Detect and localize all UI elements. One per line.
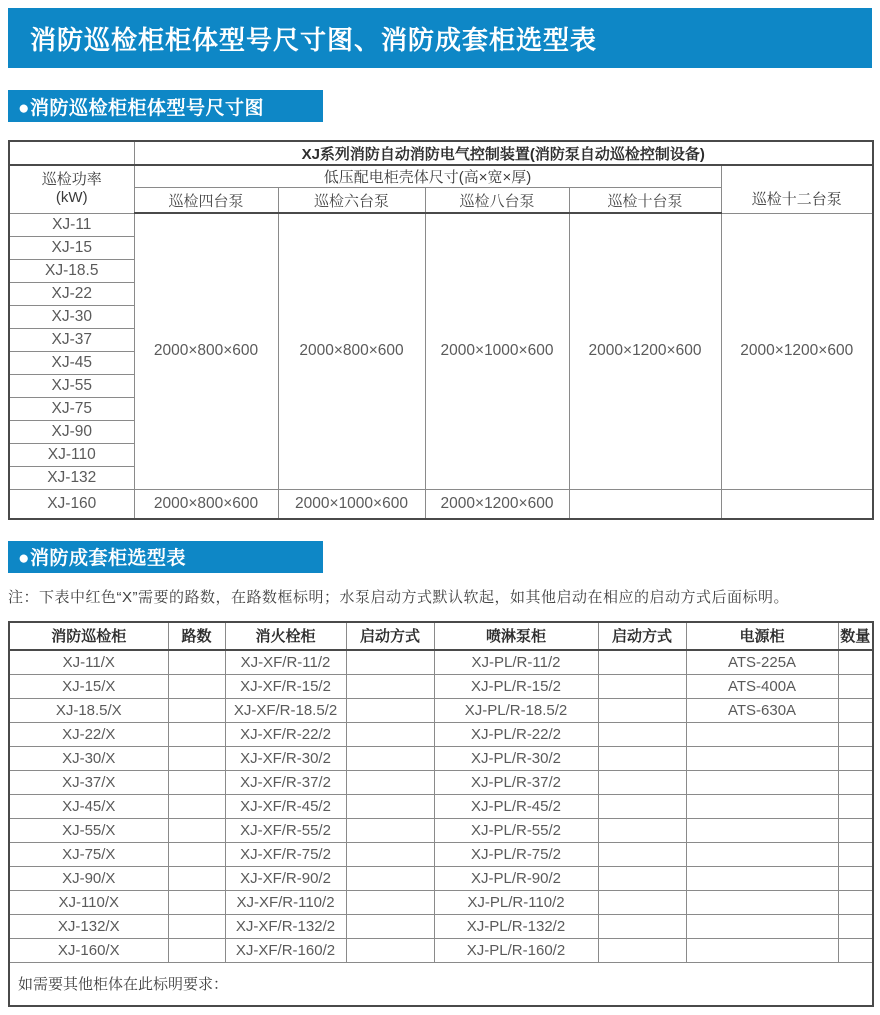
model-cell: XJ-90 (9, 420, 134, 443)
pl-cell: XJ-PL/R-132/2 (434, 914, 598, 938)
size-cell-pump10-empty (569, 489, 721, 519)
xf-cell: XJ-XF/R-45/2 (225, 794, 346, 818)
qty-cell (838, 674, 873, 698)
pump-col-header-12: 巡检十二台泵 (721, 165, 873, 213)
xj-cell: XJ-132/X (9, 914, 168, 938)
start-mode-cell (346, 746, 434, 770)
selection-row (9, 746, 873, 770)
model-cell: XJ-22 (9, 282, 134, 305)
qty-cell (838, 866, 873, 890)
start-mode-cell (598, 914, 686, 938)
xf-cell: XJ-XF/R-15/2 (225, 674, 346, 698)
selection-row (9, 914, 873, 938)
xf-cell: XJ-XF/R-22/2 (225, 722, 346, 746)
model-cell: XJ-55 (9, 374, 134, 397)
xf-cell: XJ-XF/R-37/2 (225, 770, 346, 794)
dimension-table-top-header-row (9, 141, 873, 165)
size-cell-pump6: 2000×1000×600 (278, 489, 425, 519)
qty-cell (838, 794, 873, 818)
size-cell-pump8: 2000×1200×600 (425, 489, 569, 519)
size-cell-pump4: 2000×800×600 (134, 489, 278, 519)
power-cell (686, 866, 838, 890)
col-header-sprinkler: 喷淋泵柜 (434, 622, 598, 650)
power-cell: ATS-630A (686, 698, 838, 722)
pl-cell: XJ-PL/R-45/2 (434, 794, 598, 818)
start-mode-cell (598, 746, 686, 770)
start-mode-cell (346, 818, 434, 842)
pl-cell: XJ-PL/R-110/2 (434, 890, 598, 914)
model-cell: XJ-11 (9, 213, 134, 236)
pl-cell: XJ-PL/R-55/2 (434, 818, 598, 842)
start-mode-cell (346, 914, 434, 938)
power-cell: ATS-225A (686, 650, 838, 675)
start-mode-cell (346, 890, 434, 914)
selection-row (9, 650, 873, 675)
pump-col-header-8: 巡检八台泵 (425, 188, 569, 214)
qty-cell (838, 890, 873, 914)
xf-cell: XJ-XF/R-55/2 (225, 818, 346, 842)
xj-cell: XJ-30/X (9, 746, 168, 770)
xj-cell: XJ-18.5/X (9, 698, 168, 722)
merged-size-pump8: 2000×1000×600 (425, 213, 569, 489)
lanes-cell (168, 674, 225, 698)
xf-cell: XJ-XF/R-132/2 (225, 914, 346, 938)
pl-cell: XJ-PL/R-15/2 (434, 674, 598, 698)
qty-cell (838, 722, 873, 746)
size-cell-pump12-empty (721, 489, 873, 519)
model-cell: XJ-75 (9, 397, 134, 420)
lanes-cell (168, 890, 225, 914)
merged-size-pump10: 2000×1200×600 (569, 213, 721, 489)
xf-cell: XJ-XF/R-75/2 (225, 842, 346, 866)
lanes-cell (168, 746, 225, 770)
lanes-cell (168, 914, 225, 938)
lanes-cell (168, 842, 225, 866)
lanes-cell (168, 698, 225, 722)
model-cell: XJ-18.5 (9, 259, 134, 282)
selection-row (9, 842, 873, 866)
start-mode-cell (346, 698, 434, 722)
power-cell (686, 890, 838, 914)
model-cell: XJ-45 (9, 351, 134, 374)
start-mode-cell (346, 722, 434, 746)
section2-heading-label: ●消防成套柜选型表 (18, 548, 186, 569)
col-header-start-mode-1: 启动方式 (346, 622, 434, 650)
selection-row (9, 818, 873, 842)
xf-cell: XJ-XF/R-18.5/2 (225, 698, 346, 722)
xf-cell: XJ-XF/R-11/2 (225, 650, 346, 675)
section1-heading (8, 90, 323, 122)
xj-cell: XJ-160/X (9, 938, 168, 962)
selection-row (9, 722, 873, 746)
model-row-xj160 (9, 489, 873, 519)
pl-cell: XJ-PL/R-30/2 (434, 746, 598, 770)
start-mode-cell (598, 866, 686, 890)
xj-cell: XJ-75/X (9, 842, 168, 866)
model-cell: XJ-37 (9, 328, 134, 351)
col-header-hydrant: 消火栓柜 (225, 622, 346, 650)
xf-cell: XJ-XF/R-30/2 (225, 746, 346, 770)
power-cell (686, 746, 838, 770)
qty-cell (838, 842, 873, 866)
power-cell (686, 914, 838, 938)
selection-row (9, 698, 873, 722)
pl-cell: XJ-PL/R-18.5/2 (434, 698, 598, 722)
lanes-cell (168, 794, 225, 818)
power-header-line2: (kW) (55, 189, 88, 207)
pump-col-header-4: 巡检四台泵 (134, 188, 278, 214)
col-header-lanes: 路数 (168, 622, 225, 650)
qty-cell (838, 914, 873, 938)
start-mode-cell (346, 674, 434, 698)
power-cell (686, 818, 838, 842)
other-requirements-cell: 如需要其他柜体在此标明要求： (9, 962, 873, 1006)
power-cell (686, 770, 838, 794)
selection-row (9, 890, 873, 914)
start-mode-cell (598, 674, 686, 698)
start-mode-cell (346, 650, 434, 675)
model-cell: XJ-30 (9, 305, 134, 328)
pl-cell: XJ-PL/R-22/2 (434, 722, 598, 746)
model-cell: XJ-110 (9, 443, 134, 466)
selection-table (8, 621, 874, 1007)
page-title: 消防巡检柜柜体型号尺寸图、消防成套柜选型表 (30, 24, 598, 55)
lanes-cell (168, 866, 225, 890)
lanes-cell (168, 722, 225, 746)
pl-cell: XJ-PL/R-11/2 (434, 650, 598, 675)
xj-cell: XJ-15/X (9, 674, 168, 698)
series-header-cell: XJ系列消防自动消防电气控制装置(消防泵自动巡检控制设备) (134, 141, 873, 165)
section2-heading (8, 541, 323, 573)
selection-row (9, 674, 873, 698)
power-cell (686, 842, 838, 866)
power-cell: ATS-400A (686, 674, 838, 698)
power-cell (686, 794, 838, 818)
start-mode-cell (598, 770, 686, 794)
qty-cell (838, 746, 873, 770)
pl-cell: XJ-PL/R-37/2 (434, 770, 598, 794)
qty-cell (838, 938, 873, 962)
lanes-cell (168, 938, 225, 962)
model-cell: XJ-15 (9, 236, 134, 259)
power-cell (686, 722, 838, 746)
col-header-xj-cabinet: 消防巡检柜 (9, 622, 168, 650)
dimension-table (8, 140, 874, 520)
xj-cell: XJ-55/X (9, 818, 168, 842)
qty-cell (838, 698, 873, 722)
xf-cell: XJ-XF/R-90/2 (225, 866, 346, 890)
start-mode-cell (598, 722, 686, 746)
xj-cell: XJ-37/X (9, 770, 168, 794)
start-mode-cell (346, 842, 434, 866)
xj-cell: XJ-110/X (9, 890, 168, 914)
selection-table-header-row (9, 622, 873, 650)
selection-row (9, 866, 873, 890)
qty-cell (838, 770, 873, 794)
selection-row (9, 794, 873, 818)
section1-heading-label: ●消防巡检柜柜体型号尺寸图 (18, 97, 264, 119)
start-mode-cell (346, 794, 434, 818)
xf-cell: XJ-XF/R-160/2 (225, 938, 346, 962)
xj-cell: XJ-90/X (9, 866, 168, 890)
note-text: 注：下表中红色“X”需要的路数，在路数框标明；水泵启动方式默认软起，如其他启动在相应的启动方式后面标明。 (8, 588, 790, 606)
lanes-cell (168, 818, 225, 842)
model-cell: XJ-132 (9, 466, 134, 489)
xj-cell: XJ-45/X (9, 794, 168, 818)
start-mode-cell (598, 698, 686, 722)
corner-empty-cell (9, 141, 134, 165)
merged-size-pump6: 2000×800×600 (278, 213, 425, 489)
page-title-banner (8, 8, 872, 68)
pump-col-header-10: 巡检十台泵 (569, 188, 721, 214)
power-cell (686, 938, 838, 962)
selection-table-footer-row (9, 962, 873, 1006)
start-mode-cell (346, 938, 434, 962)
pl-cell: XJ-PL/R-75/2 (434, 842, 598, 866)
start-mode-cell (598, 650, 686, 675)
xf-cell: XJ-XF/R-110/2 (225, 890, 346, 914)
selection-row (9, 938, 873, 962)
dimension-table-subheader-row (9, 165, 873, 188)
pl-cell: XJ-PL/R-90/2 (434, 866, 598, 890)
start-mode-cell (598, 890, 686, 914)
pump-col-header-6: 巡检六台泵 (278, 188, 425, 214)
qty-cell (838, 818, 873, 842)
start-mode-cell (598, 818, 686, 842)
col-header-qty: 数量 (838, 622, 873, 650)
start-mode-cell (598, 794, 686, 818)
start-mode-cell (598, 842, 686, 866)
lanes-cell (168, 770, 225, 794)
power-header-line1: 巡检功率 (41, 170, 102, 188)
xj-cell: XJ-22/X (9, 722, 168, 746)
lanes-cell (168, 650, 225, 675)
size-header-cell: 低压配电柜壳体尺寸(高×宽×厚) (134, 165, 721, 188)
power-header-cell (9, 165, 134, 213)
start-mode-cell (598, 938, 686, 962)
selection-row (9, 770, 873, 794)
col-header-start-mode-2: 启动方式 (598, 622, 686, 650)
pl-cell: XJ-PL/R-160/2 (434, 938, 598, 962)
model-row (9, 213, 873, 236)
model-cell: XJ-160 (9, 489, 134, 519)
merged-size-pump4: 2000×800×600 (134, 213, 278, 489)
merged-size-pump12: 2000×1200×600 (721, 213, 873, 489)
start-mode-cell (346, 866, 434, 890)
xj-cell: XJ-11/X (9, 650, 168, 675)
col-header-power-cabinet: 电源柜 (686, 622, 838, 650)
start-mode-cell (346, 770, 434, 794)
qty-cell (838, 650, 873, 675)
